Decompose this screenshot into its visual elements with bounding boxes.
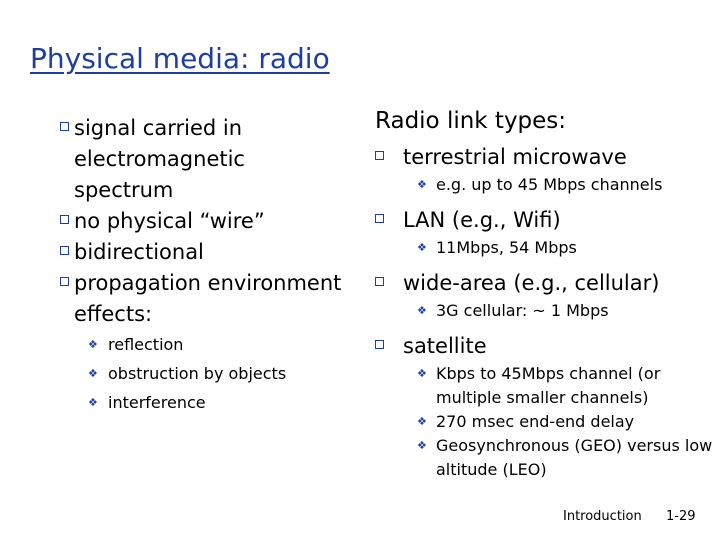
slide-title: Physical media: radio	[30, 42, 330, 75]
diamond-bullet-icon: ❖	[88, 367, 98, 380]
link-type-detail	[375, 236, 720, 260]
bullet-text: propagation environment effects:	[74, 271, 342, 326]
link-type-item	[375, 205, 720, 236]
sub-bullet-text: obstruction by objects	[108, 364, 287, 383]
bullet-item	[30, 268, 350, 330]
link-type-item	[375, 268, 720, 299]
footer-section: Introduction	[563, 509, 642, 524]
diamond-bullet-icon: ❖	[88, 396, 98, 409]
bullet-text: signal carried in electromagnetic spectrum	[74, 116, 245, 202]
square-bullet-icon	[375, 151, 384, 160]
bullet-item	[30, 113, 350, 206]
square-bullet-icon	[375, 214, 384, 223]
square-bullet-icon	[60, 246, 69, 255]
diamond-bullet-icon: ❖	[417, 241, 427, 254]
diamond-bullet-icon: ❖	[417, 178, 427, 191]
link-type-label: satellite	[403, 334, 487, 358]
square-bullet-icon	[375, 340, 384, 349]
footer-page-number: 1-29	[666, 509, 696, 524]
diamond-bullet-icon: ❖	[417, 367, 427, 380]
link-type-label: wide-area (e.g., cellular)	[403, 271, 660, 295]
link-type-detail-text: 11Mbps, 54 Mbps	[436, 238, 577, 257]
sub-bullet-item	[30, 388, 350, 417]
radio-link-types-heading: Radio link types:	[375, 108, 567, 134]
link-type-detail-text: 3G cellular: ~ 1 Mbps	[436, 301, 609, 320]
link-type-detail-text: e.g. up to 45 Mbps channels	[436, 175, 663, 194]
link-type-detail-text: Geosynchronous (GEO) versus low altitude (LEO)	[436, 436, 713, 479]
diamond-bullet-icon: ❖	[417, 415, 427, 428]
link-type-item	[375, 142, 720, 173]
link-type-detail	[375, 173, 720, 197]
link-type-detail	[375, 299, 720, 323]
diamond-bullet-icon: ❖	[88, 338, 98, 351]
link-type-label: terrestrial microwave	[403, 145, 627, 169]
bullet-item	[30, 237, 350, 268]
link-type-detail	[375, 434, 720, 482]
sub-bullet-item	[30, 359, 350, 388]
square-bullet-icon	[60, 277, 69, 286]
bullet-item	[30, 206, 350, 237]
link-type-detail	[375, 362, 720, 410]
link-type-detail-text: Kbps to 45Mbps channel (or multiple smaller channels)	[436, 364, 661, 407]
sub-bullet-text: reflection	[108, 335, 184, 354]
link-type-label: LAN (e.g., Wifi)	[403, 208, 561, 232]
bullet-text: bidirectional	[74, 240, 204, 264]
left-column	[30, 113, 350, 417]
square-bullet-icon	[60, 215, 69, 224]
square-bullet-icon	[60, 122, 69, 131]
link-type-detail	[375, 410, 720, 434]
diamond-bullet-icon: ❖	[417, 439, 427, 452]
link-type-detail-text: 270 msec end-end delay	[436, 412, 635, 431]
sub-bullet-text: interference	[108, 393, 206, 412]
diamond-bullet-icon: ❖	[417, 304, 427, 317]
link-type-item	[375, 331, 720, 362]
bullet-text: no physical “wire”	[74, 209, 265, 233]
sub-bullet-item	[30, 330, 350, 359]
square-bullet-icon	[375, 277, 384, 286]
right-column	[375, 104, 720, 482]
